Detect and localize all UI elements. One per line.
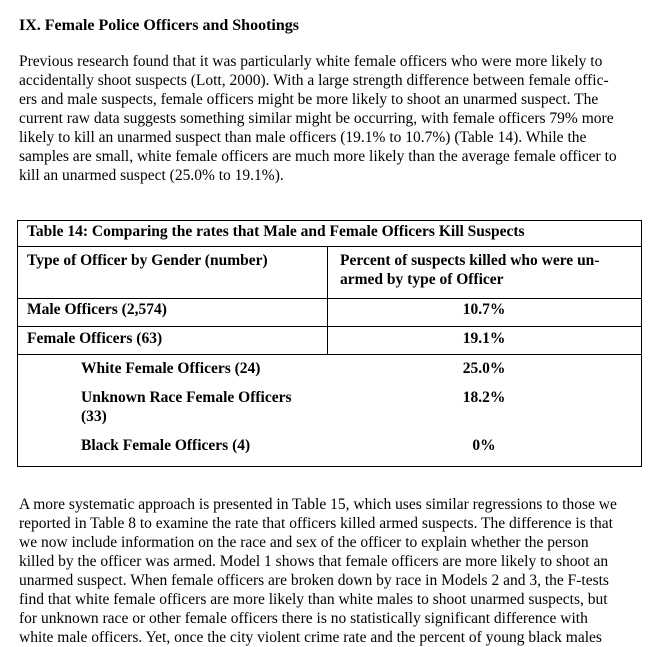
row-label-unknown-race-female-officers — [81, 388, 292, 426]
paragraph-line: Previous research found that it was particularly white female officers who were more likely to — [19, 53, 603, 70]
paragraph-line: for unknown race or other female officers there is no statistically significant difference with — [19, 610, 588, 627]
intro-paragraph — [19, 52, 617, 185]
table-border-right — [641, 220, 642, 467]
table-border-left — [17, 220, 18, 467]
row-label-line: Unknown Race Female Officers — [81, 389, 292, 406]
paragraph-line: kill an unarmed suspect (25.0% to 19.1%). — [19, 167, 284, 184]
row-label-line: (33) — [81, 408, 107, 425]
row-value-female-officers: 19.1% — [462, 330, 506, 347]
row-value-white-female-officers: 25.0% — [462, 360, 506, 377]
section-heading: IX. Female Police Officers and Shootings — [19, 17, 299, 34]
table-divider — [17, 246, 642, 247]
paragraph-line: current raw data suggests something similar might be occurring, with female officers 79% more — [19, 110, 614, 127]
paragraph-line: samples are small, white female officers are much more likely than the average female officer to — [19, 148, 617, 165]
paragraph-line: ers and male suspects, female officers might be more likely to shoot an unarmed suspect. The — [19, 91, 599, 108]
row-value-unknown-race-female-officers: 18.2% — [462, 389, 506, 406]
row-label-black-female-officers: Black Female Officers (4) — [81, 437, 251, 454]
paragraph-line: find that white female officers are more likely than white males to shoot unarmed suspects, but — [19, 591, 608, 608]
table-divider — [17, 326, 642, 327]
comparison-table — [17, 220, 642, 467]
header-line: armed by type of Officer — [340, 271, 504, 288]
paragraph-line: killed by the officer was armed. Model 1 shows that female officers are more likely to shoot an — [19, 553, 609, 570]
paragraph-line: likely to kill an unarmed suspect than male officers (19.1% to 10.7%) (Table 14). While the — [19, 129, 587, 146]
table-column-divider — [327, 246, 328, 354]
row-value-black-female-officers: 0% — [472, 437, 496, 454]
column-header-officer-type: Type of Officer by Gender (number) — [27, 252, 268, 269]
header-line: Percent of suspects killed who were un- — [340, 252, 600, 269]
table-border-bottom — [17, 466, 642, 467]
row-label-white-female-officers: White Female Officers (24) — [81, 360, 261, 377]
paragraph-line: we now include information on the race and sex of the officer to explain whether the person — [19, 534, 589, 551]
paragraph-line: reported in Table 8 to examine the rate that officers killed armed suspects. The difference is that — [19, 515, 613, 532]
paragraph-line: accidentally shoot suspects (Lott, 2000). With a large strength difference between female offic- — [19, 72, 609, 89]
table-divider — [17, 298, 642, 299]
row-label-male-officers: Male Officers (2,574) — [27, 301, 167, 318]
paragraph-line: white male officers. Yet, once the city violent crime rate and the percent of young black males — [19, 629, 602, 646]
column-header-percent-unarmed — [340, 251, 599, 289]
paragraph-line: unarmed suspect. When female officers are broken down by race in Models 2 and 3, the F-tests — [19, 572, 609, 589]
table-title: Table 14: Comparing the rates that Male and Female Officers Kill Suspects — [27, 223, 525, 240]
analysis-paragraph — [19, 495, 617, 647]
table-divider — [17, 354, 642, 355]
row-value-male-officers: 10.7% — [462, 301, 506, 318]
row-label-female-officers: Female Officers (63) — [27, 330, 163, 347]
table-border-top — [17, 220, 642, 221]
paragraph-line: A more systematic approach is presented in Table 15, which uses similar regressions to those we — [19, 496, 617, 513]
